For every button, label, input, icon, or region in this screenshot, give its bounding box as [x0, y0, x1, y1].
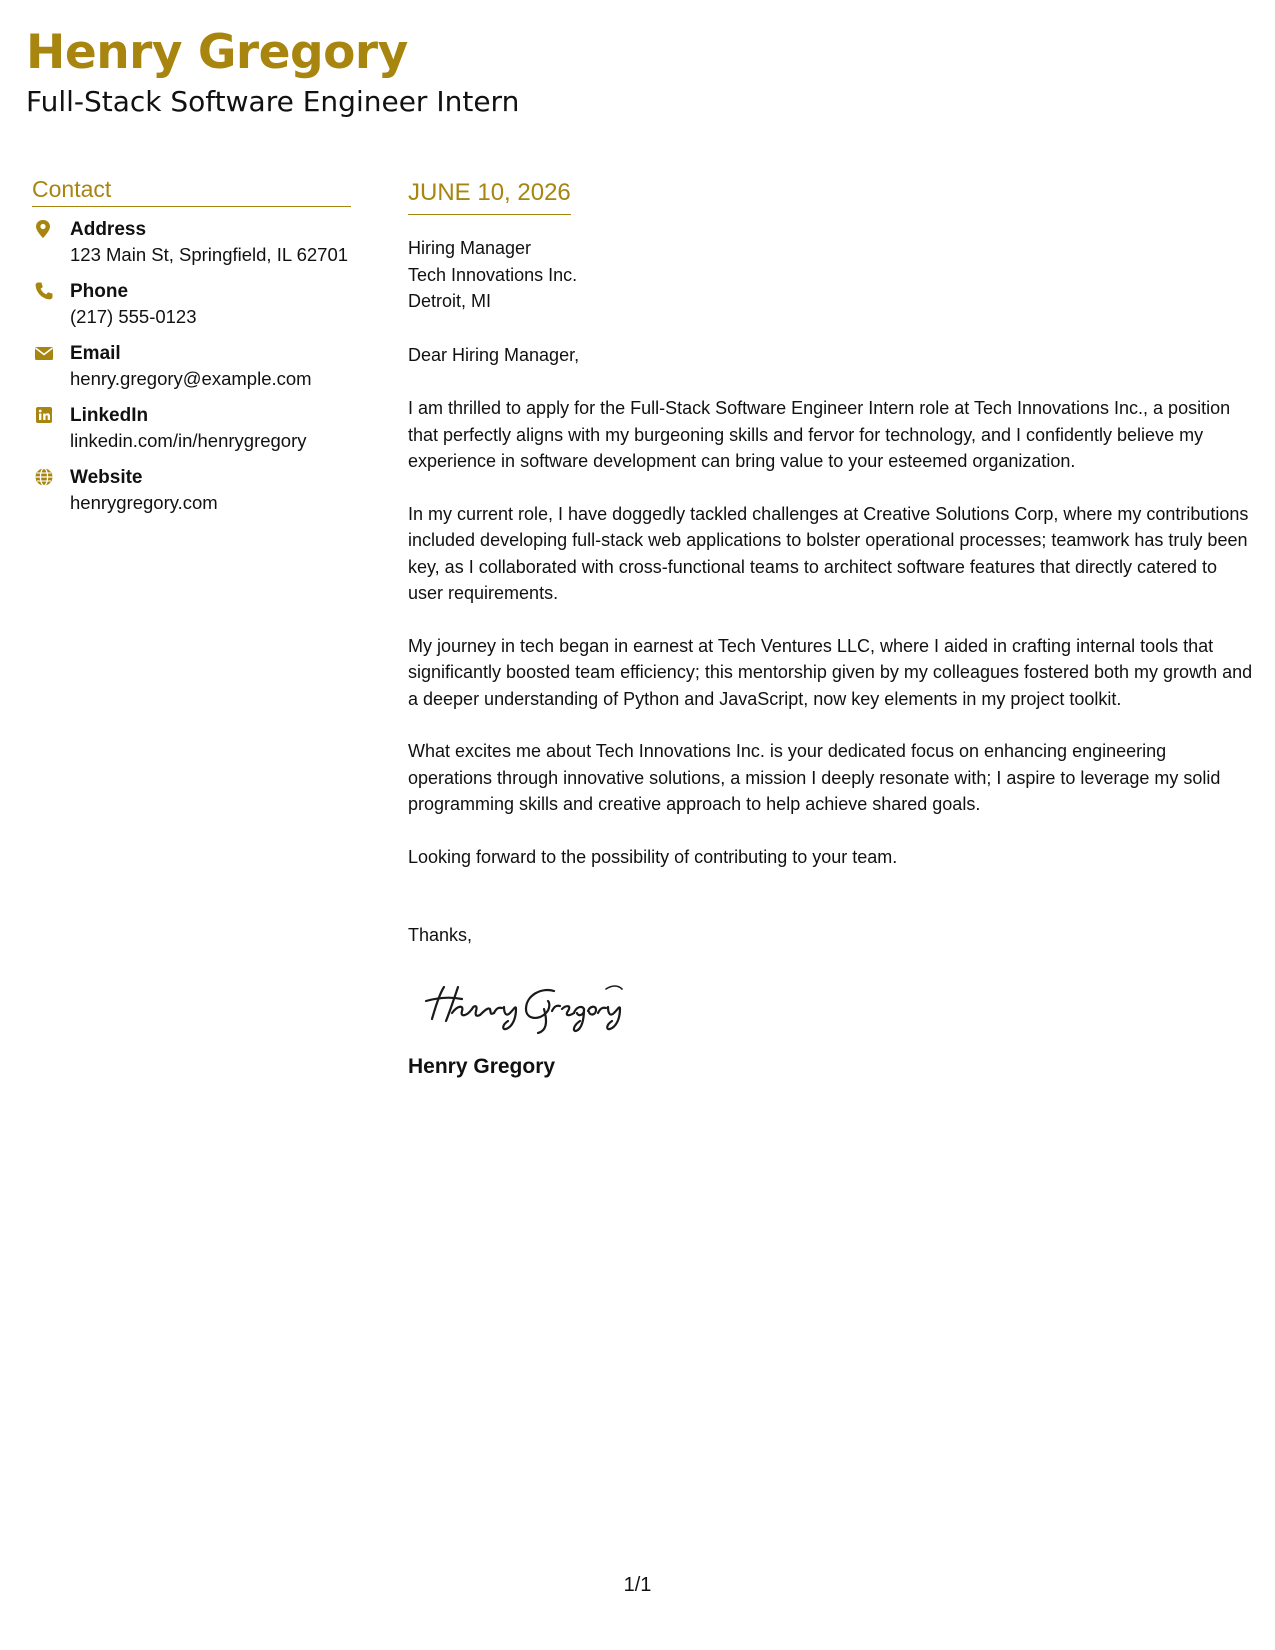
contact-section-title: Contact: [32, 175, 351, 207]
recipient-line: Hiring Manager: [408, 238, 532, 258]
letter-body: [408, 178, 1253, 1081]
contact-label: Website: [70, 467, 143, 488]
letter-paragraph: What excites me about Tech Innovations Inc. is your dedicated focus on enhancing engineering operations through innovative solutions, a mission I deeply resonate with; I aspire to leverage my solid programming skills and creative approach to help achieve shared goals.: [408, 741, 1221, 814]
contact-item-website: [32, 465, 351, 515]
page-number: 1/1: [623, 1574, 652, 1596]
applicant-name: Henry Gregory: [26, 25, 408, 80]
email-value: henry.gregory@example.com: [70, 368, 312, 389]
letter-paragraph: Looking forward to the possibility of contributing to your team.: [408, 846, 898, 867]
letter-paragraph: In my current role, I have doggedly tackled challenges at Creative Solutions Corp, where my contributions included developing full-stack web applications to bolster operational processes; teamwork has truly been key, as I collaborated with cross-functional teams to architect software features that directly catered to user requirements.: [408, 503, 1249, 603]
contact-label: Email: [70, 343, 121, 364]
contact-sidebar: [32, 175, 351, 527]
phone-value: (217) 555-0123: [70, 306, 197, 327]
globe-icon: [34, 467, 54, 487]
contact-item-linkedin: [32, 403, 351, 453]
website-value: henrygregory.com: [70, 492, 218, 513]
recipient-line: Tech Innovations Inc.: [408, 264, 578, 285]
letter-paragraph: My journey in tech began in earnest at Tech Ventures LLC, where I aided in crafting internal tools that significantly boosted team efficiency; this mentorship given by my colleagues fostered both my growth and a deeper understanding of Python and JavaScript, now key elements in my project toolkit.: [408, 635, 1253, 709]
closing: Thanks,: [408, 925, 473, 945]
applicant-role: Full-Stack Software Engineer Intern: [26, 85, 520, 118]
contact-label: Phone: [70, 281, 129, 302]
linkedin-value: linkedin.com/in/henrygregory: [70, 430, 307, 451]
salutation: Dear Hiring Manager,: [408, 344, 580, 365]
contact-label: LinkedIn: [70, 405, 149, 426]
recipient-block: [408, 235, 1253, 315]
contact-item-email: [32, 341, 351, 391]
contact-item-address: [32, 217, 351, 267]
letter-date: JUNE 10, 2026: [408, 178, 571, 215]
contact-item-phone: [32, 279, 351, 329]
contact-label: Address: [70, 219, 147, 240]
signer-name: Henry Gregory: [408, 1054, 556, 1078]
envelope-icon: [34, 343, 54, 363]
header: [26, 22, 519, 120]
letter-paragraph: I am thrilled to apply for the Full-Stack Software Engineer Intern role at Tech Innovations Inc., a position that perfectly aligns with my burgeoning skills and fervor for technology, and I confidently believe my experience in software development can bring value to your esteemed organization.: [408, 398, 1231, 471]
handwritten-signature: [422, 979, 662, 1035]
map-pin-icon: [34, 219, 54, 239]
recipient-line: Detroit, MI: [408, 291, 492, 311]
address-value: 123 Main St, Springfield, IL 62701: [70, 244, 349, 265]
linkedin-icon: [34, 405, 54, 425]
phone-icon: [34, 281, 54, 301]
